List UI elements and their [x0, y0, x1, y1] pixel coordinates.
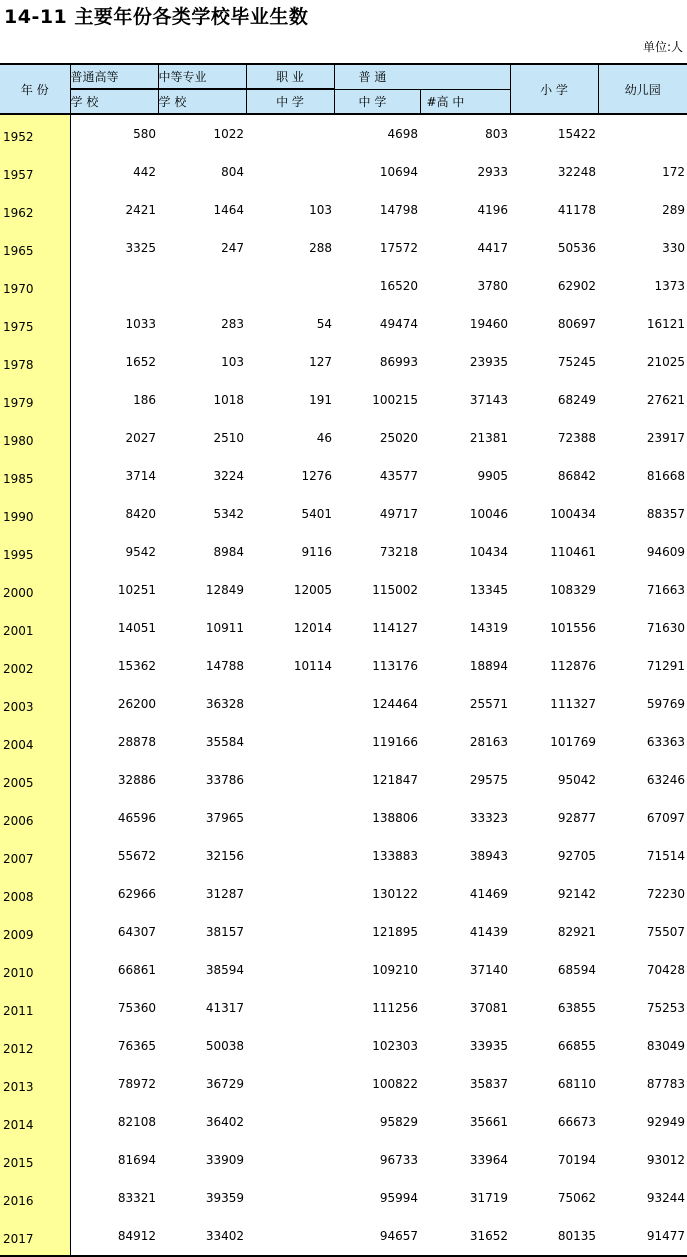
- value-cell-c6: 50536: [557, 241, 597, 255]
- value-cell-c7: 75507: [646, 925, 686, 939]
- year-cell: 2009: [0, 913, 70, 951]
- header-year: 年 份: [0, 64, 70, 114]
- value-cell-c6: 112876: [550, 659, 597, 673]
- value-cell-c5: 35837: [469, 1077, 509, 1091]
- value-cell-c2: 1464: [213, 203, 244, 217]
- value-cell-c6: 101556: [550, 621, 597, 635]
- value-cell-c3: 10114: [293, 659, 332, 673]
- value-cell-c7: 330: [662, 241, 686, 255]
- value-cell-c6: 62902: [557, 279, 597, 293]
- value-cell-c6: 66855: [557, 1039, 597, 1053]
- value-cell-c4: 100215: [372, 393, 418, 407]
- value-cell-c2: 39359: [205, 1191, 244, 1205]
- value-cell-c2: 38594: [205, 963, 244, 977]
- value-cell-c3: 46: [316, 431, 332, 445]
- value-cell-c6: 41178: [557, 203, 597, 217]
- value-cell-c7: 1373: [654, 279, 686, 293]
- value-cell-c3: 1276: [301, 469, 332, 483]
- table-row: [0, 114, 687, 153]
- value-cell-c5: 37143: [469, 393, 509, 407]
- value-cell-c3: [246, 1027, 334, 1065]
- value-cell-c4: 121847: [372, 773, 418, 787]
- graduates-table: [0, 63, 687, 1257]
- value-cell-c5: 31719: [469, 1191, 509, 1205]
- header-col7: 幼儿园: [598, 64, 687, 114]
- year-cell: 1975: [0, 305, 70, 343]
- value-cell-c7: 88357: [646, 507, 686, 521]
- table-row: [0, 913, 687, 951]
- value-cell-c2: 36402: [205, 1115, 244, 1129]
- value-cell-c7: 92949: [646, 1115, 686, 1129]
- value-cell-c7: 63363: [646, 735, 686, 749]
- year-cell: 2008: [0, 875, 70, 913]
- value-cell-c6: 82921: [557, 925, 597, 939]
- table-row: [0, 343, 687, 381]
- value-cell-c4: 119166: [372, 735, 418, 749]
- value-cell-c1: 32886: [117, 773, 156, 787]
- value-cell-c1: 3325: [125, 241, 156, 255]
- table-body: [0, 114, 687, 1256]
- value-cell-c2: 33786: [205, 773, 244, 787]
- value-cell-c5: 33935: [469, 1039, 509, 1053]
- table-row: [0, 305, 687, 343]
- value-cell-c4: 124464: [372, 697, 418, 711]
- year-cell: 2010: [0, 951, 70, 989]
- page-title: 14-11 主要年份各类学校毕业生数: [4, 6, 309, 28]
- value-cell-c2: 33909: [205, 1153, 244, 1167]
- value-cell-c7: 63246: [646, 773, 686, 787]
- table-row: [0, 761, 687, 799]
- value-cell-c6: 100434: [550, 507, 597, 521]
- value-cell-c3: 191: [309, 393, 332, 407]
- value-cell-c1: 14051: [117, 621, 156, 635]
- value-cell-c5: 9905: [477, 469, 509, 483]
- value-cell-c4: 95994: [379, 1191, 418, 1205]
- value-cell-c3: 288: [309, 241, 332, 255]
- value-cell-c7: 71663: [646, 583, 686, 597]
- table-row: [0, 571, 687, 609]
- value-cell-c4: 100822: [372, 1077, 418, 1091]
- value-cell-c5: 10434: [469, 545, 509, 559]
- value-cell-c3: 54: [316, 317, 332, 331]
- value-cell-c1: 75360: [117, 1001, 156, 1015]
- value-cell-c4: 121895: [372, 925, 418, 939]
- value-cell-c7: 81668: [646, 469, 686, 483]
- year-cell: 1952: [0, 114, 70, 153]
- value-cell-c6: 63855: [557, 1001, 597, 1015]
- value-cell-c4: 109210: [372, 963, 418, 977]
- value-cell-c1: [70, 267, 158, 305]
- value-cell-c3: 9116: [301, 545, 332, 559]
- value-cell-c6: 108329: [550, 583, 597, 597]
- table-row: [0, 1141, 687, 1179]
- value-cell-c7: 93012: [646, 1153, 686, 1167]
- value-cell-c7: 87783: [646, 1077, 686, 1091]
- year-cell: 1957: [0, 153, 70, 191]
- value-cell-c3: [246, 875, 334, 913]
- value-cell-c3: [246, 1179, 334, 1217]
- value-cell-c1: 1033: [125, 317, 156, 331]
- value-cell-c7: 83049: [646, 1039, 686, 1053]
- value-cell-c7: 70428: [646, 963, 686, 977]
- year-cell: 2002: [0, 647, 70, 685]
- year-cell: 1985: [0, 457, 70, 495]
- value-cell-c4: 43577: [379, 469, 418, 483]
- table-row: [0, 989, 687, 1027]
- table-row: [0, 609, 687, 647]
- header-col2-line1: 中等专业: [158, 64, 246, 89]
- value-cell-c1: 2027: [125, 431, 156, 445]
- table-row: [0, 229, 687, 267]
- value-cell-c1: 9542: [125, 545, 156, 559]
- value-cell-c6: 111327: [550, 697, 597, 711]
- value-cell-c5: 28163: [469, 735, 509, 749]
- value-cell-c2: 14788: [205, 659, 244, 673]
- value-cell-c4: 95829: [379, 1115, 418, 1129]
- value-cell-c7: 93244: [646, 1191, 686, 1205]
- value-cell-c3: [246, 153, 334, 191]
- value-cell-c7: 172: [662, 165, 686, 179]
- year-cell: 1965: [0, 229, 70, 267]
- value-cell-c7: 67097: [646, 811, 686, 825]
- table-header: [0, 64, 687, 114]
- value-cell-c5: 18894: [469, 659, 509, 673]
- value-cell-c2: 10911: [205, 621, 244, 635]
- value-cell-c2: 5342: [213, 507, 244, 521]
- year-cell: 2004: [0, 723, 70, 761]
- value-cell-c1: 64307: [117, 925, 156, 939]
- value-cell-c6: 66673: [557, 1115, 597, 1129]
- header-col2-line2: 学 校: [158, 89, 246, 114]
- value-cell-c4: 133883: [372, 849, 418, 863]
- value-cell-c2: 804: [221, 165, 244, 179]
- value-cell-c4: 138806: [372, 811, 418, 825]
- value-cell-c3: [246, 913, 334, 951]
- value-cell-c2: [158, 267, 246, 305]
- value-cell-c4: 115002: [372, 583, 418, 597]
- value-cell-c2: 38157: [205, 925, 244, 939]
- value-cell-c2: 35584: [205, 735, 244, 749]
- value-cell-c3: 12005: [293, 583, 332, 597]
- value-cell-c6: 92877: [557, 811, 597, 825]
- value-cell-c1: 28878: [117, 735, 156, 749]
- value-cell-c5: 29575: [469, 773, 509, 787]
- value-cell-c4: 16520: [379, 279, 418, 293]
- value-cell-c2: 32156: [205, 849, 244, 863]
- value-cell-c2: 12849: [205, 583, 244, 597]
- value-cell-c7: 27621: [646, 393, 686, 407]
- value-cell-c3: 5401: [301, 507, 332, 521]
- value-cell-c7: 16121: [646, 317, 686, 331]
- year-cell: 2011: [0, 989, 70, 1027]
- year-cell: 1980: [0, 419, 70, 457]
- table-row: [0, 875, 687, 913]
- table-row: [0, 951, 687, 989]
- value-cell-c2: 41317: [205, 1001, 244, 1015]
- unit-label: 单位:人: [642, 40, 683, 54]
- table-row: [0, 191, 687, 229]
- value-cell-c7: 94609: [646, 545, 686, 559]
- value-cell-c2: 36729: [205, 1077, 244, 1091]
- value-cell-c5: 41469: [469, 887, 509, 901]
- value-cell-c3: [246, 837, 334, 875]
- year-cell: 2017: [0, 1217, 70, 1256]
- value-cell-c1: 186: [133, 393, 156, 407]
- value-cell-c2: 33402: [158, 1217, 246, 1256]
- header-col1-line2: 学 校: [70, 89, 158, 114]
- value-cell-c2: 31287: [205, 887, 244, 901]
- value-cell-c4: 25020: [379, 431, 418, 445]
- value-cell-c7: [598, 114, 687, 153]
- table-row: [0, 723, 687, 761]
- header-col4-line2: 中 学: [334, 89, 420, 114]
- value-cell-c4: 17572: [379, 241, 418, 255]
- value-cell-c7: 21025: [646, 355, 686, 369]
- year-cell: 2006: [0, 799, 70, 837]
- value-cell-c6: 95042: [557, 773, 597, 787]
- year-cell: 2013: [0, 1065, 70, 1103]
- year-cell: 2014: [0, 1103, 70, 1141]
- table-row: [0, 1179, 687, 1217]
- value-cell-c2: 2510: [213, 431, 244, 445]
- value-cell-c1: 78972: [117, 1077, 156, 1091]
- value-cell-c4: 113176: [372, 659, 418, 673]
- value-cell-c3: [246, 1141, 334, 1179]
- value-cell-c5: 14319: [469, 621, 509, 635]
- value-cell-c6: 92142: [557, 887, 597, 901]
- value-cell-c1: 2421: [125, 203, 156, 217]
- table-row: [0, 267, 687, 305]
- value-cell-c3: [246, 1103, 334, 1141]
- value-cell-c1: 84912: [70, 1217, 158, 1256]
- table-row: [0, 799, 687, 837]
- value-cell-c6: 32248: [557, 165, 597, 179]
- table-row: [0, 685, 687, 723]
- value-cell-c4: 96733: [379, 1153, 418, 1167]
- value-cell-c5: 13345: [469, 583, 509, 597]
- value-cell-c6: 92705: [557, 849, 597, 863]
- value-cell-c5: 4196: [477, 203, 509, 217]
- table-row: [0, 1103, 687, 1141]
- value-cell-c6: 101769: [550, 735, 597, 749]
- table-row: [0, 419, 687, 457]
- value-cell-c2: 36328: [205, 697, 244, 711]
- value-cell-c1: 76365: [117, 1039, 156, 1053]
- header-col3-line1: 职 业: [246, 64, 334, 89]
- header-col1-line1: 普通高等: [70, 64, 158, 89]
- year-cell: 1979: [0, 381, 70, 419]
- year-cell: 2003: [0, 685, 70, 723]
- value-cell-c3: 12014: [293, 621, 332, 635]
- table-row: [0, 495, 687, 533]
- table-row: [0, 457, 687, 495]
- value-cell-c3: [246, 1065, 334, 1103]
- value-cell-c4: 4698: [387, 127, 418, 141]
- value-cell-c6: 86842: [557, 469, 597, 483]
- value-cell-c5: 19460: [469, 317, 509, 331]
- value-cell-c6: 72388: [557, 431, 597, 445]
- value-cell-c2: 103: [221, 355, 244, 369]
- value-cell-c6: 75245: [557, 355, 597, 369]
- value-cell-c6: 68249: [557, 393, 597, 407]
- value-cell-c2: 247: [221, 241, 244, 255]
- value-cell-c2: 1022: [213, 127, 244, 141]
- value-cell-c3: [246, 267, 334, 305]
- value-cell-c2: 3224: [213, 469, 244, 483]
- value-cell-c5: 21381: [469, 431, 509, 445]
- year-cell: 1995: [0, 533, 70, 571]
- value-cell-c3: 103: [309, 203, 332, 217]
- value-cell-c4: 49474: [379, 317, 418, 331]
- value-cell-c4: 130122: [372, 887, 418, 901]
- value-cell-c5: 2933: [477, 165, 509, 179]
- year-cell: 1962: [0, 191, 70, 229]
- value-cell-c1: 580: [133, 127, 156, 141]
- value-cell-c4: 111256: [372, 1001, 418, 1015]
- value-cell-c7: 71630: [646, 621, 686, 635]
- value-cell-c5: 23935: [469, 355, 509, 369]
- value-cell-c6: 15422: [557, 127, 597, 141]
- table-row: [0, 1027, 687, 1065]
- value-cell-c4: 86993: [379, 355, 418, 369]
- year-cell: 1990: [0, 495, 70, 533]
- value-cell-c5: 41439: [469, 925, 509, 939]
- value-cell-c7: 23917: [646, 431, 686, 445]
- value-cell-c4: 94657: [334, 1217, 420, 1256]
- value-cell-c4: 10694: [379, 165, 418, 179]
- year-cell: 2012: [0, 1027, 70, 1065]
- value-cell-c1: 46596: [117, 811, 156, 825]
- value-cell-c1: 66861: [117, 963, 156, 977]
- table-row: [0, 1065, 687, 1103]
- value-cell-c3: [246, 723, 334, 761]
- table-row: [0, 1217, 687, 1256]
- value-cell-c6: 110461: [550, 545, 597, 559]
- value-cell-c5: 33323: [469, 811, 509, 825]
- value-cell-c2: 283: [221, 317, 244, 331]
- value-cell-c6: 80697: [557, 317, 597, 331]
- value-cell-c5: 31652: [420, 1217, 510, 1256]
- value-cell-c5: 25571: [469, 697, 509, 711]
- value-cell-c5: 37140: [469, 963, 509, 977]
- year-cell: 2015: [0, 1141, 70, 1179]
- table-row: [0, 381, 687, 419]
- value-cell-c3: [246, 951, 334, 989]
- value-cell-c6: 80135: [510, 1217, 598, 1256]
- header-col5: #高 中: [420, 89, 510, 114]
- year-cell: 1970: [0, 267, 70, 305]
- value-cell-c3: [246, 1217, 334, 1256]
- value-cell-c6: 75062: [557, 1191, 597, 1205]
- value-cell-c5: 35661: [469, 1115, 509, 1129]
- value-cell-c3: [246, 685, 334, 723]
- value-cell-c1: 62966: [117, 887, 156, 901]
- value-cell-c3: [246, 989, 334, 1027]
- value-cell-c2: 50038: [205, 1039, 244, 1053]
- year-cell: 2001: [0, 609, 70, 647]
- value-cell-c5: 37081: [469, 1001, 509, 1015]
- value-cell-c6: 68594: [557, 963, 597, 977]
- value-cell-c7: 59769: [646, 697, 686, 711]
- value-cell-c7: 71291: [646, 659, 686, 673]
- value-cell-c5: 803: [485, 127, 509, 141]
- value-cell-c6: 70194: [557, 1153, 597, 1167]
- year-cell: 2000: [0, 571, 70, 609]
- value-cell-c1: 3714: [125, 469, 156, 483]
- value-cell-c5: 33964: [469, 1153, 509, 1167]
- header-col3-line2: 中 学: [246, 89, 334, 114]
- value-cell-c1: 26200: [117, 697, 156, 711]
- table-row: [0, 533, 687, 571]
- value-cell-c1: 15362: [117, 659, 156, 673]
- value-cell-c3: [246, 114, 334, 153]
- value-cell-c3: 127: [309, 355, 332, 369]
- value-cell-c4: 73218: [379, 545, 418, 559]
- value-cell-c5: 4417: [477, 241, 509, 255]
- year-cell: 2016: [0, 1179, 70, 1217]
- value-cell-c4: 49717: [379, 507, 418, 521]
- value-cell-c6: 68110: [557, 1077, 597, 1091]
- value-cell-c3: [246, 761, 334, 799]
- value-cell-c5: 10046: [469, 507, 509, 521]
- value-cell-c7: 91477: [598, 1217, 687, 1256]
- header-col4-top: 普 通: [334, 64, 510, 89]
- value-cell-c2: 1018: [213, 393, 244, 407]
- value-cell-c1: 83321: [117, 1191, 156, 1205]
- value-cell-c1: 8420: [125, 507, 156, 521]
- value-cell-c1: 10251: [117, 583, 156, 597]
- value-cell-c4: 102303: [372, 1039, 418, 1053]
- value-cell-c2: 8984: [213, 545, 244, 559]
- value-cell-c7: 75253: [646, 1001, 686, 1015]
- header-col6: 小 学: [510, 64, 598, 114]
- value-cell-c7: 72230: [646, 887, 686, 901]
- year-cell: 2005: [0, 761, 70, 799]
- table-row: [0, 153, 687, 191]
- table-row: [0, 837, 687, 875]
- year-cell: 1978: [0, 343, 70, 381]
- value-cell-c1: 442: [133, 165, 156, 179]
- value-cell-c5: 3780: [477, 279, 509, 293]
- value-cell-c1: 82108: [117, 1115, 156, 1129]
- value-cell-c1: 81694: [117, 1153, 156, 1167]
- value-cell-c1: 1652: [125, 355, 156, 369]
- value-cell-c5: 38943: [469, 849, 509, 863]
- value-cell-c4: 114127: [372, 621, 418, 635]
- value-cell-c1: 55672: [117, 849, 156, 863]
- value-cell-c7: 71514: [646, 849, 686, 863]
- value-cell-c2: 37965: [205, 811, 244, 825]
- value-cell-c3: [246, 799, 334, 837]
- table-row: [0, 647, 687, 685]
- value-cell-c7: 289: [662, 203, 686, 217]
- value-cell-c4: 14798: [379, 203, 418, 217]
- year-cell: 2007: [0, 837, 70, 875]
